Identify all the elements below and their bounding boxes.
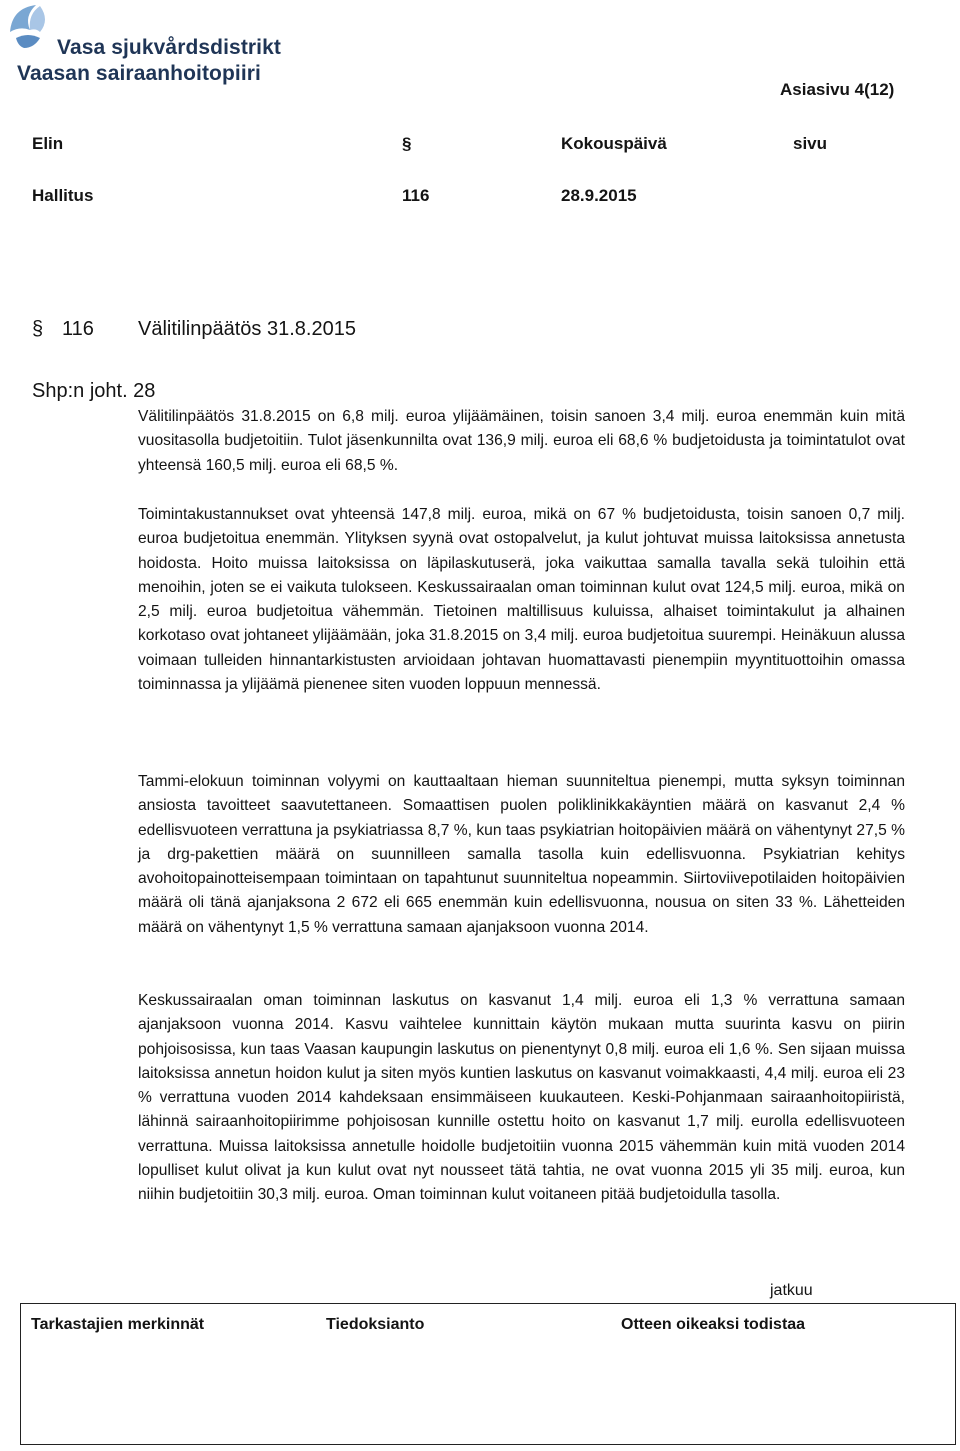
organization-logo-mark (6, 2, 56, 52)
organization-name-finnish: Vaasan sairaanhoitopiiri (17, 62, 261, 85)
paragraph-costs: Toimintakustannukset ovat yhteensä 147,8 milj. euroa, mikä on 67 % budjetoidusta, toisin sanoen 0,7 milj. euroa budjetoitua enemmän. Ylityksen syynä ovat ostopalvelut, ja kulut johtuvat muissa laitoksissa annetusta hoidosta. Hoito muissa laitoksissa on läpilaskutuserä, joka vaikuttaa samalla tavalla sekä tuloihin että menoihin, joten se ei vaikuta tulokseen. Keskussairaalan oman toiminnan kulut ovat 124,5 milj. euroa, mikä on 2,5 milj. euroa budjetoitua vähemmän. Tietoinen maltillisuus kuluissa, alhaiset toimintakulut ja alhainen korkotaso ovat johtaneet ylijäämään, joka 31.8.2015 on 3,4 milj. euroa budjetoitua suurempi. Heinäkuun alussa voimaan tulleiden hinnantarkistusten arvioidaan johtavan huomattavasti pienempiin myyntituottoihin omassa toiminnassa ja ylijäämä pienenee siten vuoden loppuun mennessä. (138, 506, 905, 694)
division-label: Shp:n joht. 28 (32, 380, 156, 402)
paragraph-summary: Välitilinpäätös 31.8.2015 on 6,8 milj. euroa ylijäämäinen, toisin sanoen 3,4 milj. euroa enemmän kuin mitä vuositasolla budjetoitiin. Tulot jäsenkunnilta ovat 136,9 milj. euroa eli 68,6 % budjetoidusta ja toimintatulot ovat yhteensä 160,5 milj. euroa eli 68,5 %. (138, 408, 905, 474)
header-label-page: sivu (793, 134, 828, 153)
item-section-symbol: § (32, 318, 44, 340)
footer-box (20, 1303, 956, 1445)
continued-note: jatkuu (770, 1282, 813, 1299)
item-title: Välitilinpäätös 31.8.2015 (138, 318, 356, 340)
header-label-body: Elin (32, 134, 64, 153)
paragraph-invoicing: Keskussairaalan oman toiminnan laskutus on kasvanut 1,4 milj. euroa eli 1,3 % verrattuna samaan ajanjaksoon vuonna 2014. Kasvu vaihtelee kunnittain käytön mukaan mutta suurinta kasvu on piirin pohjoisosissa, kun taas Vaasan kaupungin laskutus on pienentynyt 0,8 milj. euroa eli 1,6 %. Sen sijaan muissa laitoksissa annetun hoidon kulut ja siten myös kuntien laskutus on kasvanut voimakkaasti, 4,4 milj. euroa eli 23 % verrattuna vuoden 2014 kahdeksaan ensimmäiseen kuukauteen. Keski-Pohjanmaan sairaanhoitopiiristä, lähinnä sairaanhoitopiirimme pohjoisosan kunnille ostettu hoito on kasvanut 1,7 milj. eurolla edellisvuoteen verrattuna. Muissa laitoksissa annetulle hoidolle budjetoitiin vuonna 2015 vähemmän kuin mitä vuoden 2014 lopulliset kulut olivat ja kun kulut ovat nyt nousseet tätä tahtia, ne ovat vuonna 2015 yli 35 milj. euroa, kun niihin budjetoitiin 30,3 milj. euroa. Oman toiminnan kulut voitaneen pitää budjetoidulla tasolla. (138, 992, 905, 1204)
page-number: Asiasivu 4(12) (780, 80, 895, 99)
header-value-section: 116 (402, 186, 430, 205)
header-label-date: Kokouspäivä (561, 134, 667, 153)
header-value-date: 28.9.2015 (561, 186, 637, 205)
header-label-section: § (402, 134, 412, 153)
organization-name-swedish: Vasa sjukvårdsdistrikt (57, 36, 281, 59)
header-value-body: Hallitus (32, 186, 94, 205)
footer-certified: Otteen oikeaksi todistaa (621, 1316, 806, 1333)
paragraph-volume: Tammi-elokuun toiminnan volyymi on kauttaaltaan hieman suunniteltua pienempi, mutta syksyn toiminnan ansiosta tavoitteet saavutettaneen. Somaattisen puolen poliklinikkakäyntien määrä on kasvanut 2,4 % edellisvuoteen verrattuna ja psykiatriassa 8,7 %, kun taas psykiatrian hoitopäivien määrä on vähentynyt 27,5 % ja drg-pakettien määrä on suunnilleen samalla tasolla kuin edellisvuonna. Psykiatrian kehitys avohoitopainotteisempaan toimintaan on tapahtunut suunniteltua nopeammin. Siirtoviivepotilaiden hoitopäivien määrä oli tänä ajanjaksona 2 672 eli 665 enemmän kuin edellisvuonna, nousua on siten 33 %. Lähetteiden määrä on vähentynyt 1,5 % verrattuna samaan ajanjaksoon vuonna 2014. (138, 773, 905, 936)
item-number: 116 (62, 318, 94, 340)
footer-notice: Tiedoksianto (326, 1316, 425, 1333)
footer-reviewers: Tarkastajien merkinnät (31, 1316, 205, 1333)
